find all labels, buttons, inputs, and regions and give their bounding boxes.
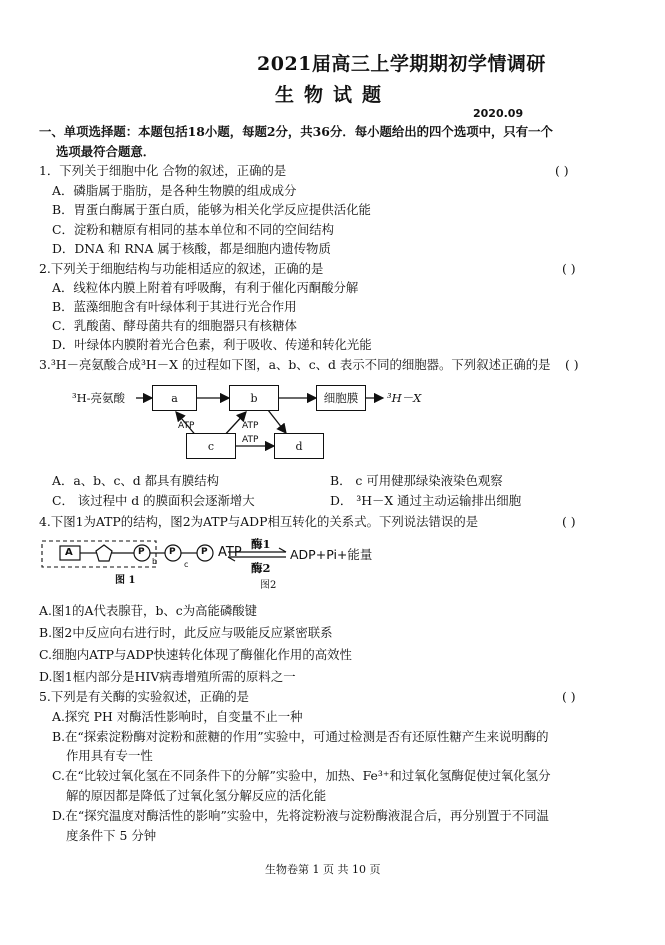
organelle-d-box: d xyxy=(274,433,324,459)
phosphate-2-label: P xyxy=(169,547,176,557)
adenine-label: A xyxy=(65,547,73,558)
q2-stem: 2.下列关于细胞结构与功能相适应的叙述，正确的是 xyxy=(39,261,324,276)
q4-option-a: A.图1的A代表腺苷，b、c为高能磷酸键 xyxy=(39,603,258,618)
page-footer: 生物卷第 1 页 共 10 页 xyxy=(265,863,381,876)
q4-answer-blank: ( ) xyxy=(562,514,576,529)
section-instructions-line1: 一、单项选择题：本题包括18小题，每题2分，共36分．每小题给出的四个选项中，只有一个 xyxy=(39,124,553,139)
q5-option-b-line2: 作用具有专一性 xyxy=(66,748,153,763)
atp-text: ATP xyxy=(218,545,242,560)
q5-option-c-line2: 解的原因都是降低了过氧化氢分解反应的活化能 xyxy=(66,788,327,803)
q5-answer-blank: ( ) xyxy=(562,689,576,704)
q5-option-d-line1: D.在“探究温度对酶活性的影响”实验中，先将淀粉液与淀粉酶液混合后，再分别置于不同温 xyxy=(52,808,549,823)
q3-option-d: D． ³H－X 通过主动运输排出细胞 xyxy=(330,493,522,508)
organelle-b-box: b xyxy=(229,385,279,411)
q4-stem: 4.下图1为ATP的结构，图2为ATP与ADP相互转化的关系式。下列说法错误的是 xyxy=(39,514,479,529)
q5-option-a: A.探究 PH 对酶活性影响时，自变量不止一种 xyxy=(52,709,303,724)
q1-option-c: C．淀粉和糖原有相同的基本单位和不同的空间结构 xyxy=(52,222,335,237)
q2-option-b: B．蓝藻细胞含有叶绿体利于其进行光合作用 xyxy=(52,299,297,314)
q4-option-b: B.图2中反应向右进行时，此反应与吸能反应紧密联系 xyxy=(39,625,333,640)
exam-subtitle: 生物试题 xyxy=(275,84,392,106)
q3-option-c: C． 该过程中 d 的膜面积会逐渐增大 xyxy=(52,493,255,508)
q2-option-c: C．乳酸菌、酵母菌共有的细胞器只有核糖体 xyxy=(52,318,297,333)
q1-option-a: A．磷脂属于脂肪，是各种生物膜的组成成分 xyxy=(52,183,297,198)
q3-option-a: A．a、b、c、d 都具有膜结构 xyxy=(52,473,219,488)
exam-title: 2021届高三上学期期初学情调研 xyxy=(257,53,546,75)
bond-b-label: b xyxy=(152,557,158,566)
bond-c-label: c xyxy=(184,560,189,569)
atp-label-1: ATP xyxy=(178,421,195,431)
q4-option-d: D.图1框内部分是HIV病毒增殖所需的原料之一 xyxy=(39,669,296,684)
cell-membrane-box: 细胞膜 xyxy=(316,385,366,411)
phosphate-3-label: P xyxy=(201,547,208,557)
q5-option-c-line1: C.在“比较过氧化氢在不同条件下的分解”实验中，加热、Fe³⁺和过氧化氢酶促使过氧化氢分 xyxy=(52,768,551,783)
q3-answer-blank: ( ) xyxy=(565,357,579,372)
figure-2-caption: 图2 xyxy=(260,580,277,591)
q2-answer-blank: ( ) xyxy=(562,261,576,276)
q1-stem: 1．下列关于细胞中化 合物的叙述，正确的是 xyxy=(39,163,287,178)
organelle-c-box: c xyxy=(186,433,236,459)
q1-answer-blank: ( ) xyxy=(555,163,569,178)
phosphate-1-label: P xyxy=(138,547,145,557)
q4-option-c: C.细胞内ATP与ADP快速转化体现了酶催化作用的高效性 xyxy=(39,647,352,662)
figure-1-caption: 图 1 xyxy=(115,575,136,586)
q5-stem: 5.下列是有关酶的实验叙述，正确的是 xyxy=(39,689,250,704)
enzyme-1-label: 酶1 xyxy=(251,537,271,551)
q1-option-b: B．胃蛋白酶属于蛋白质，能够为相关化学反应提供活化能 xyxy=(52,202,371,217)
q3-output-label: ³H－X xyxy=(387,391,422,405)
enzyme-2-label: 酶2 xyxy=(251,561,271,575)
section-instructions-line2: 选项最符合题意． xyxy=(56,144,156,159)
atp-label-3: ATP xyxy=(242,435,259,445)
q5-option-b-line1: B.在“探索淀粉酶对淀粉和蔗糖的作用”实验中，可通过检测是否有还原性糖产生来说明酶的 xyxy=(52,729,549,744)
q5-option-d-line2: 度条件下 5 分钟 xyxy=(66,828,157,843)
atp-label-2: ATP xyxy=(242,421,259,431)
q1-option-d: D．DNA 和 RNA 属于核酸，都是细胞内遗传物质 xyxy=(52,241,331,256)
q2-option-d: D．叶绿体内膜附着光合色素，利于吸收、传递和转化光能 xyxy=(52,337,372,352)
q3-input-label: ³H-亮氨酸 xyxy=(72,391,126,405)
exam-date: 2020.09 xyxy=(473,107,524,120)
adp-energy-text: ADP+Pi+能量 xyxy=(290,547,373,562)
q3-stem: 3.³H－亮氨酸合成³H－X 的过程如下图，a、b、c、d 表示不同的细胞器。下列叙述正确的是 xyxy=(39,357,551,372)
q3-option-b: B． c 可用健那绿染液染色观察 xyxy=(330,473,503,488)
q2-option-a: A．线粒体内膜上附着有呼吸酶，有利于催化丙酮酸分解 xyxy=(52,280,359,295)
organelle-a-box: a xyxy=(152,385,197,411)
